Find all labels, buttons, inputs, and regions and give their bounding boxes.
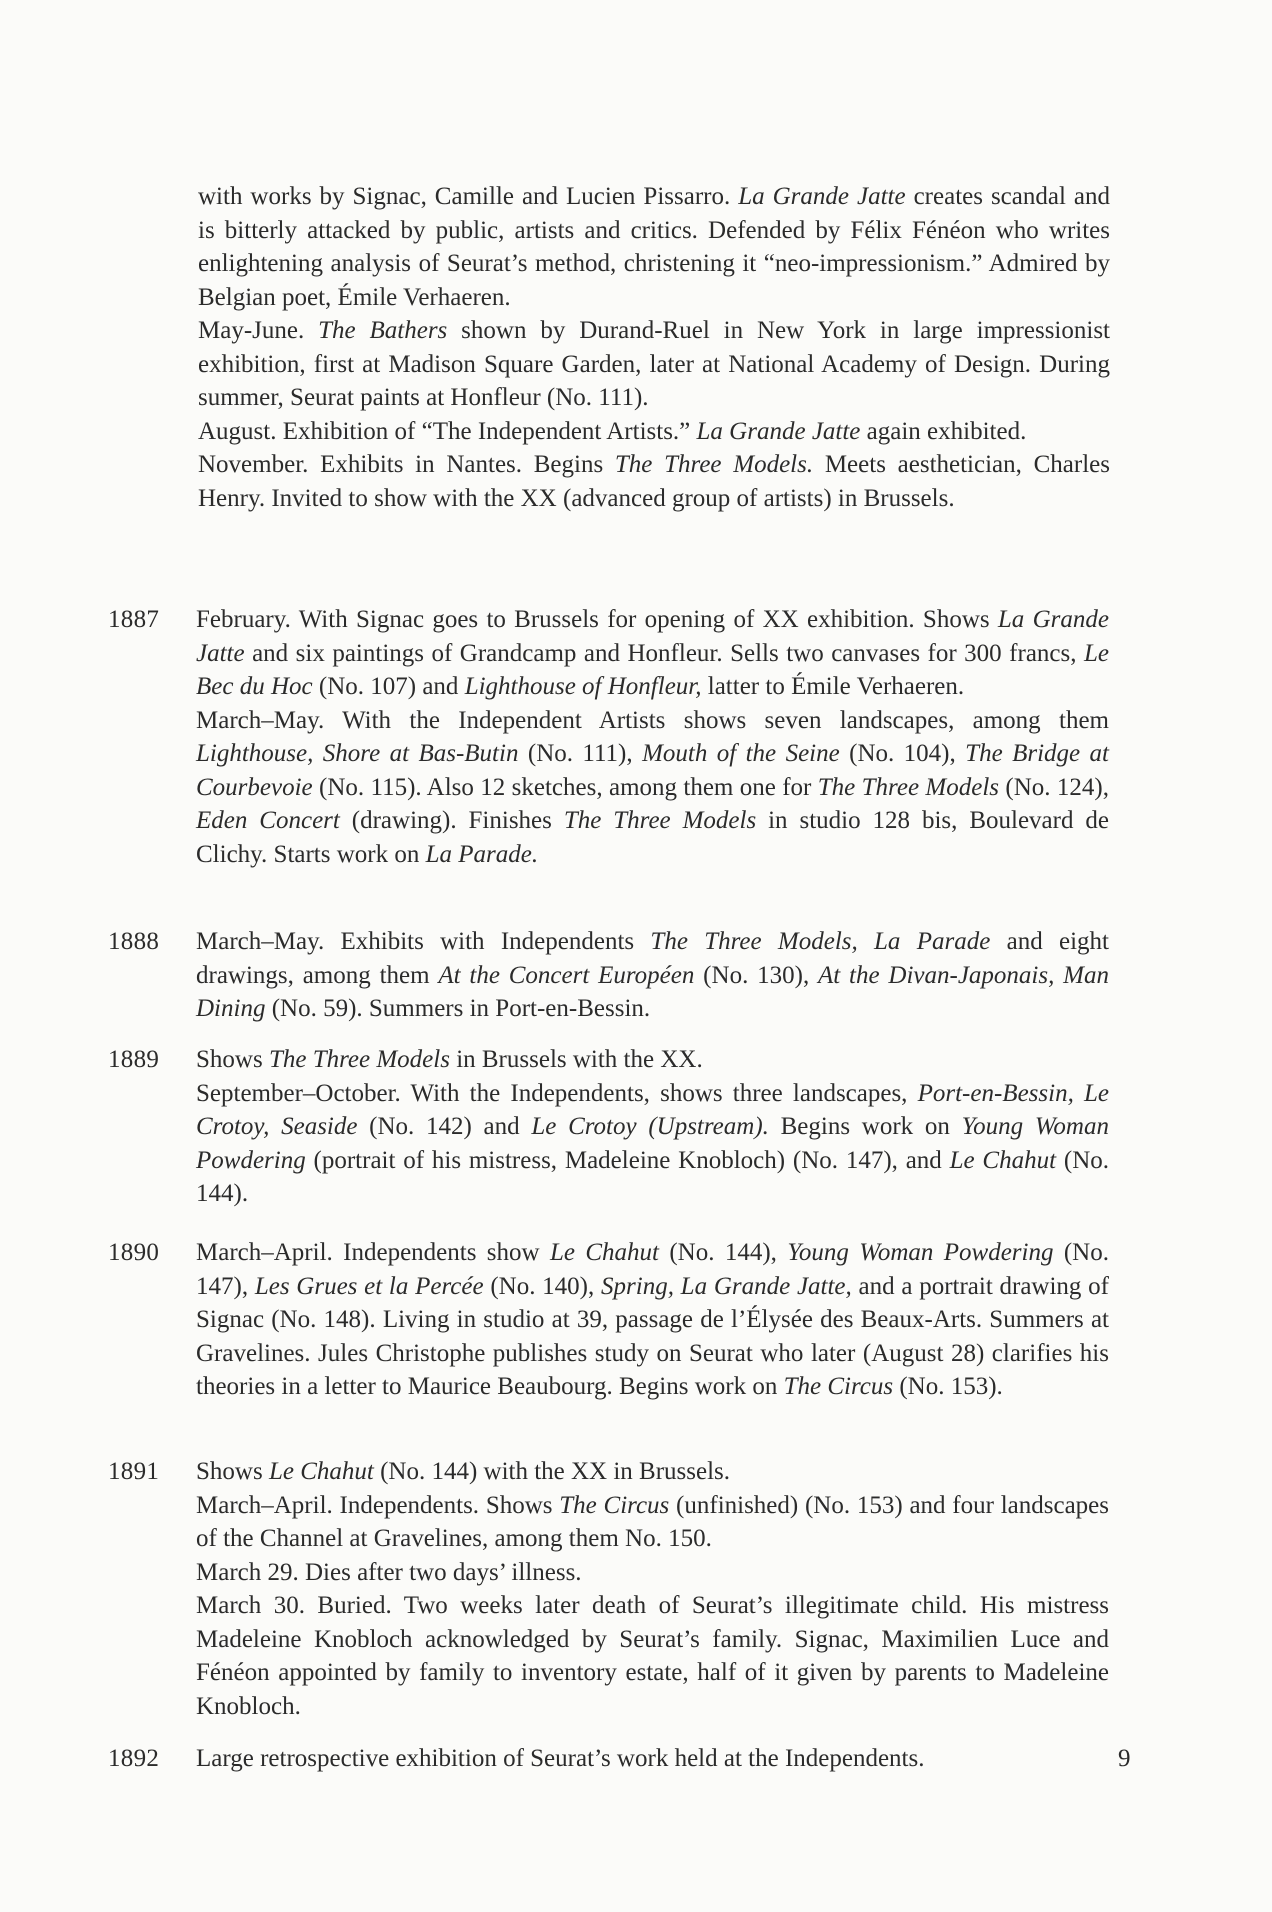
entry-paragraph (198, 314, 1110, 415)
text-run: creates scandal and is bitterly attacked by public, artists and critics. Defended by Félix Fénéon who writes enlightening analysis of Seurat’s method, christening it “neo-impressionism.” Admired by Belgian poet, Émile Verhaeren. (198, 183, 1111, 311)
text-run: and six paintings of Grandcamp and Honfleur. Sells two canvases for 300 francs, (244, 639, 1084, 667)
text-run: (portrait of his mistress, Madeleine Knobloch) (No. 147), and (305, 1146, 950, 1174)
italic-title: The Bathers (318, 317, 448, 344)
italic-title: Le Crotoy (Upstream). (531, 1113, 769, 1140)
text-run: (No. 144). (196, 1146, 1109, 1207)
entry-paragraph (198, 180, 1110, 314)
italic-title: La Grande Jatte (696, 417, 861, 445)
italic-title: Le Chahut (268, 1458, 374, 1485)
entry-paragraph (196, 704, 1109, 872)
text-run: (No. 153). (893, 1373, 1003, 1400)
entry-paragraph (196, 603, 1109, 704)
entry-text (196, 1236, 1109, 1404)
entry-paragraph (196, 1077, 1109, 1211)
text-run: (No. 142) and (357, 1113, 532, 1140)
text-run: March–April. Independents. Shows (196, 1491, 560, 1519)
italic-title: At the Concert Européen (438, 961, 695, 989)
italic-title: At the Divan-Japonais, Man Dining (196, 961, 1109, 1022)
italic-title: Les Grues et la Percée (254, 1272, 484, 1300)
text-run: (No. 144) with the XX in Brussels. (373, 1458, 731, 1485)
text-run: May-June. (198, 317, 319, 344)
italic-title: The Circus (559, 1491, 670, 1519)
entry-text (196, 925, 1109, 1026)
entry-text (196, 603, 1109, 871)
italic-title: La Grande Jatte (196, 606, 1109, 667)
text-run: (No. 147), (196, 1239, 1109, 1300)
italic-title: Mouth of the Seine (642, 740, 840, 767)
text-run: Shows (196, 1046, 269, 1073)
italic-title: The Three Models (563, 807, 757, 834)
text-run: latter to Émile Verhaeren. (701, 673, 965, 700)
text-run: in studio 128 bis, Boulevard de Clichy. Starts work on (196, 807, 1109, 868)
italic-title: La Parade. (425, 840, 539, 868)
text-run: again exhibited. (860, 417, 1027, 445)
entry-year: 1890 (108, 1239, 160, 1266)
page-number: 9 (1118, 1745, 1131, 1772)
italic-title: The Three Models, La Parade (650, 928, 991, 955)
text-run: September–October. With the Independents, shows three landscapes, (196, 1079, 918, 1107)
italic-title: Spring, La Grande Jatte, (601, 1272, 852, 1300)
italic-title: The Three Models. (614, 451, 814, 478)
text-run: March–May. With the Independent Artists shows seven landscapes, among them (196, 706, 1109, 734)
text-run: Begins work on (768, 1113, 962, 1140)
text-run: (No. 140), (483, 1272, 602, 1300)
text-run: March 29. Dies after two days’ illness. (196, 1558, 582, 1586)
italic-title: Le Chahut (549, 1239, 659, 1266)
entry-paragraph (198, 448, 1110, 515)
entry-text (196, 1742, 1109, 1776)
entry-paragraph (196, 925, 1109, 1026)
entry-year: 1889 (108, 1046, 160, 1073)
italic-title: La Grande Jatte (738, 183, 906, 210)
italic-title: Lighthouse of Honfleur, (464, 673, 702, 700)
entry-year: 1891 (108, 1458, 160, 1485)
entry-text (196, 1043, 1109, 1211)
text-run: March–April. Independents show (196, 1239, 550, 1266)
entry-paragraph (196, 1043, 1109, 1077)
italic-title: Le Chahut (949, 1146, 1057, 1174)
text-run: February. With Signac goes to Brussels for opening of XX exhibition. Shows (196, 606, 998, 633)
entry-year: 1892 (108, 1745, 160, 1772)
entry-year: 1887 (108, 606, 160, 633)
text-run: Meets aesthetician, Charles Henry. Invited to show with the XX (advanced group of artists) in Brussels. (198, 451, 1110, 512)
italic-title: The Three Models (817, 773, 1000, 801)
text-run: (drawing). Finishes (339, 807, 564, 834)
entry-paragraph (196, 1589, 1109, 1723)
entry-paragraph (196, 1455, 1109, 1489)
text-run: and eight drawings, among them (196, 928, 1109, 989)
entry-year: 1888 (108, 928, 160, 955)
entry-paragraph (196, 1489, 1109, 1556)
italic-title: The Three Models (268, 1046, 450, 1073)
text-run: (No. 124), (999, 773, 1109, 801)
entry-paragraph (196, 1236, 1109, 1404)
text-run: (No. 115). Also 12 sketches, among them one for (312, 773, 818, 801)
italic-title: Young Woman Powdering (196, 1113, 1109, 1174)
entry-paragraph (196, 1556, 1109, 1590)
italic-title: The Circus (783, 1373, 894, 1400)
text-run: with works by Signac, Camille and Lucien Pissarro. (198, 183, 739, 210)
italic-title: Port-en-Bessin, Le Crotoy, Seaside (196, 1079, 1109, 1140)
text-run: Large retrospective exhibition of Seurat’s work held at the Independents. (196, 1745, 925, 1772)
text-run: (No. 107) and (312, 673, 465, 700)
text-run: March 30. Buried. Two weeks later death of Seurat’s illegitimate child. His mistress Madeleine Knobloch acknowledged by Seurat’s family. Signac, Maximilien Luce and Fénéon appointed by family to inventory estate, half of it given by parents to Madeleine Knobloch. (196, 1592, 1109, 1720)
text-run: (No. 130), (694, 961, 819, 989)
text-run: August. Exhibition of “The Independent Artists.” (198, 417, 697, 445)
text-run: (unfinished) (No. 153) and four landscapes of the Channel at Gravelines, among them No. 150. (196, 1491, 1110, 1552)
text-run: (No. 104), (839, 740, 966, 767)
text-run: (No. 144), (658, 1239, 788, 1266)
text-run: November. Exhibits in Nantes. Begins (198, 451, 615, 478)
text-run: in Brussels with the XX. (449, 1046, 703, 1073)
text-run: (No. 111), (518, 740, 643, 767)
entry-text (198, 180, 1110, 515)
text-run: and a portrait drawing of Signac (No. 148). Living in studio at 39, passage de l’Élysée des Beaux-Arts. Summers at Gravelines. Jules Christophe publishes study on Seurat who later (August 28) clarifies his theories in a letter to Maurice Beaubourg. Begins work on (196, 1272, 1110, 1400)
italic-title: Le Bec du Hoc (196, 639, 1109, 700)
italic-title: Lighthouse, Shore at Bas-Butin (196, 740, 519, 767)
entry-paragraph (196, 1742, 1109, 1776)
italic-title: Young Woman Powdering (787, 1239, 1054, 1266)
entry-text (196, 1455, 1109, 1723)
entry-paragraph (198, 415, 1110, 449)
italic-title: Eden Concert (196, 807, 340, 834)
text-run: (No. 59). Summers in Port-en-Bessin. (265, 995, 651, 1022)
text-run: shown by Durand-Ruel in New York in large impressionist exhibition, first at Madison Square Garden, later at National Academy of Design. During summer, Seurat paints at Honfleur (No. 111). (198, 317, 1110, 411)
italic-title: The Bridge at Courbevoie (196, 740, 1109, 801)
text-run: March–May. Exhibits with Independents (196, 928, 651, 955)
text-run: Shows (196, 1458, 269, 1485)
